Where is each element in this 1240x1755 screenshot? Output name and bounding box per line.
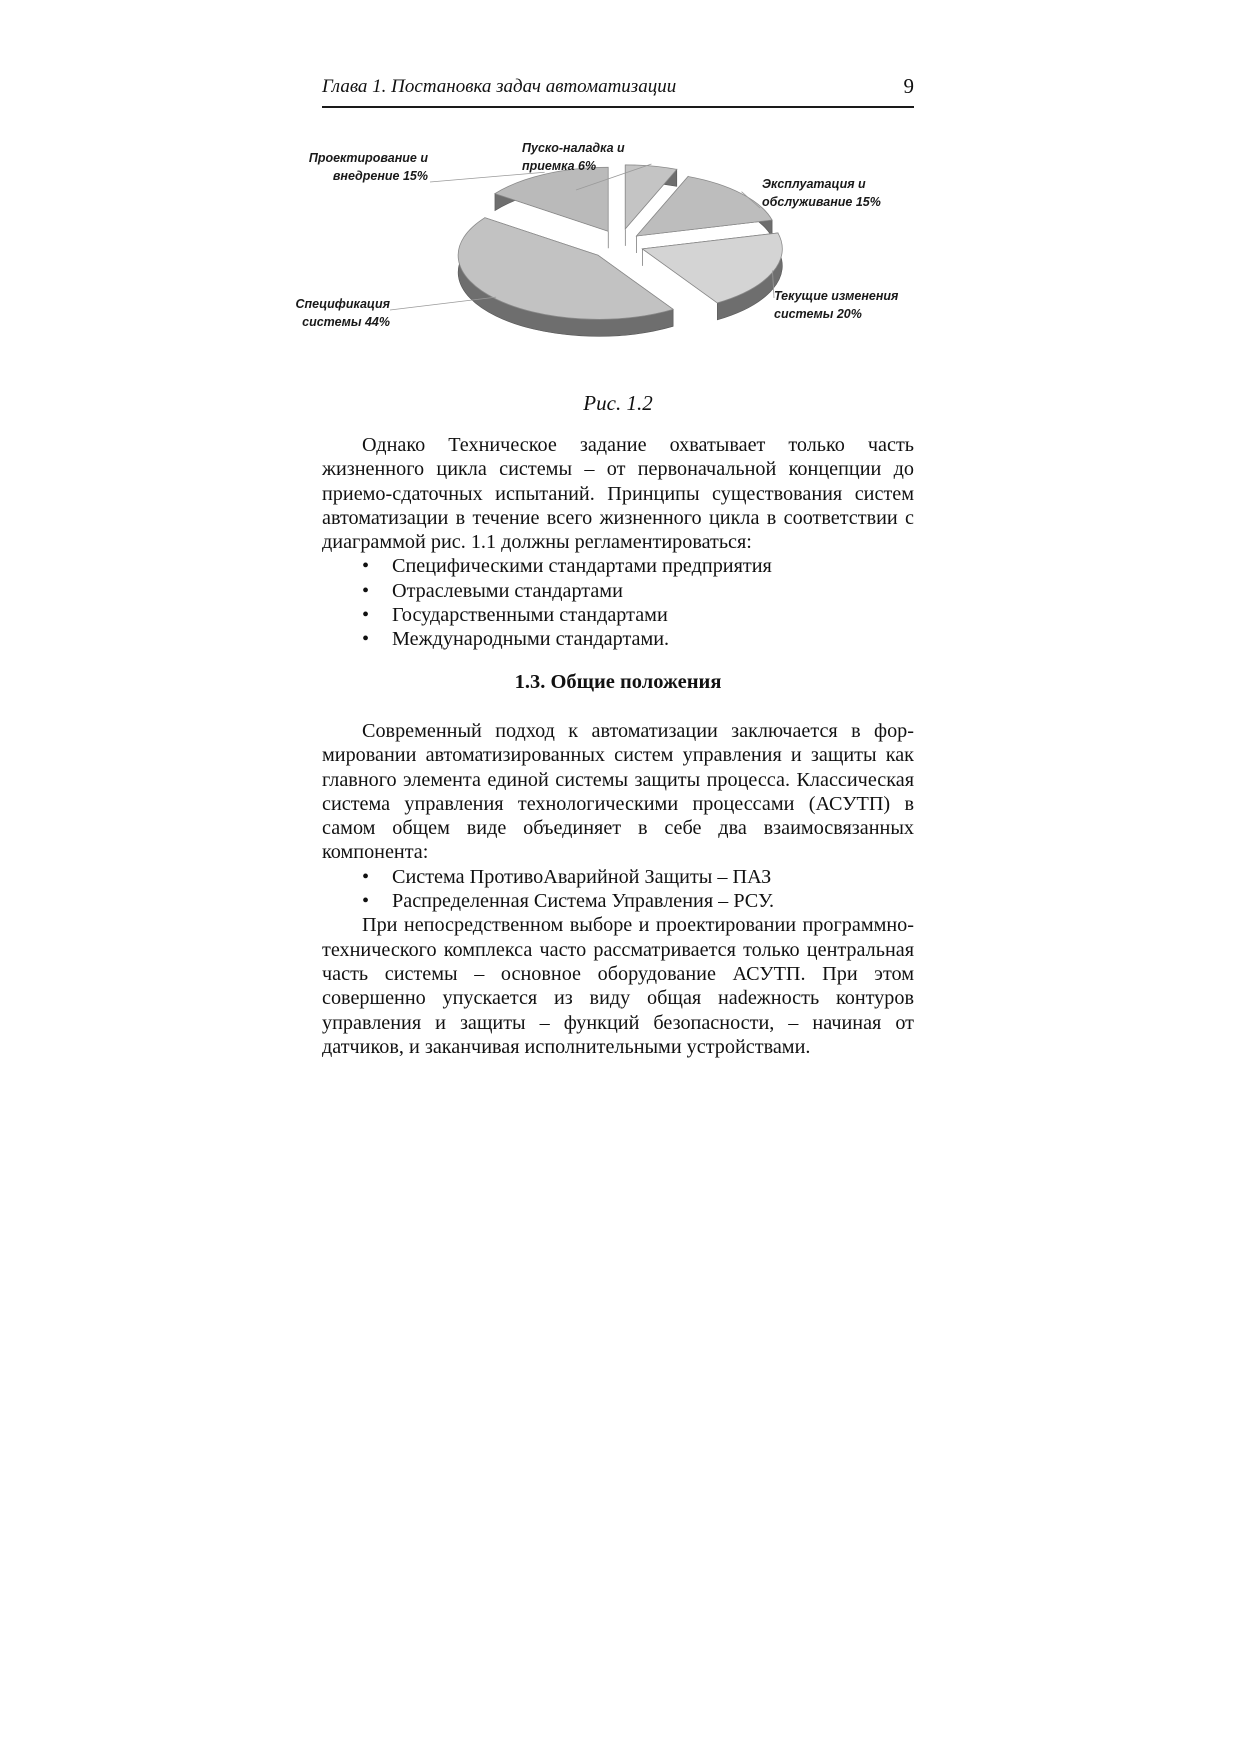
running-header: [322, 74, 914, 108]
page-number: 9: [903, 74, 914, 98]
list-item: • Государственными стандартами: [322, 603, 914, 627]
pie-slice-label: Пуско-наладка и приемка 6%: [522, 141, 625, 173]
pie-slice: [495, 167, 608, 231]
section-intro: [322, 433, 914, 652]
figure-caption: Рис. 1.2: [583, 391, 653, 415]
list-item: • Система ПротивоАварийной Защиты – ПАЗ: [322, 865, 914, 889]
paragraph: Современный подход к автоматизации заключается в формировании автоматизированных систем управления и защиты как главного элемента единой системы защиты процесса. Классическая система управления технологическими процессами (АСУТП) в самом общем виде объединяет в себе два взаимосвязанных компонента:: [322, 720, 914, 864]
list-item: • Отраслевыми стандартами: [322, 579, 914, 603]
pie-chart: [295, 138, 922, 393]
list-item: • Международными стандартами.: [322, 627, 914, 651]
section-heading: 1.3. Общие положения: [514, 671, 722, 693]
chapter-title: Глава 1. Постановка задач автоматизации: [322, 76, 677, 97]
pie-slice-label: Текущие изменения системы 20%: [774, 289, 899, 321]
paragraph: Однако Техническое задание охватывает только часть жизненного цикла системы – от первоначальной концепции до приемо-сдаточных испытаний. Принципы существования систем автоматизации в течение всего жизненного цикла в соответствии с диаграммой рис. 1.1 должны регламентироваться:: [322, 434, 914, 554]
list-item: • Распределенная Система Управления – РСУ.: [322, 889, 914, 913]
list-item: • Специфическими стандартами предприятия: [322, 554, 914, 578]
section-body: [322, 719, 914, 1059]
pie-slice-label: Эксплуатация и обслуживание 15%: [762, 177, 881, 209]
pie-slice-label: Проектирование и внедрение 15%: [308, 151, 428, 183]
pie-chart-figure: [295, 138, 922, 393]
paragraph: При непосредственном выборе и проектировании программно-технического комплекса часто рассматривается только центральная часть системы – основное оборудование АСУТП. При этом совершенно упускается из виду общая наdежность контуров управления и защиты – функций безопасности, – начиная от датчиков, и заканчивая исполнительными устройствами.: [322, 914, 914, 1058]
pie-slice-label: Спецификация системы 44%: [295, 297, 390, 329]
components-list: [322, 865, 914, 914]
standards-list: [322, 554, 914, 651]
